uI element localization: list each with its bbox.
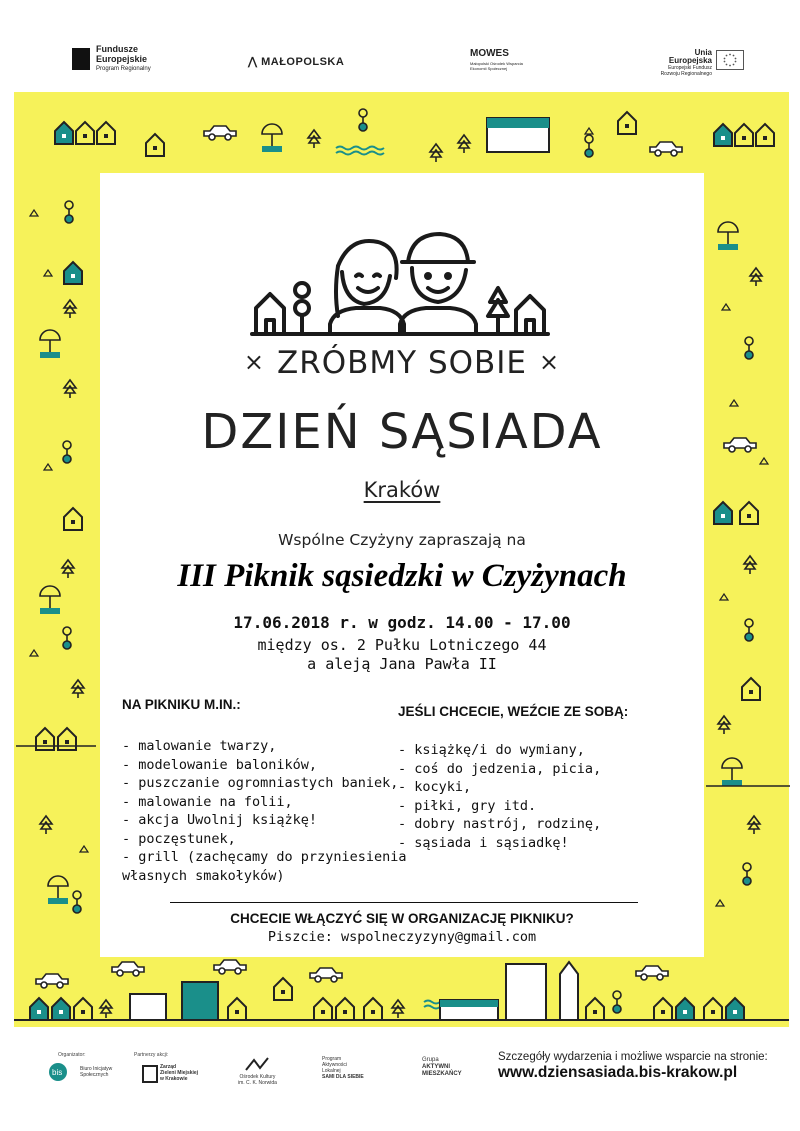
invite-text: Wspólne Czyżyny zapraszają na xyxy=(278,531,526,549)
partner-norwid-line2: im. C. K. Norwida xyxy=(238,1080,277,1086)
bis-logo-icon xyxy=(48,1062,80,1082)
title-marker-right-icon: × xyxy=(539,348,561,376)
eu-sub2: Rozwoju Regionalnego xyxy=(660,71,712,77)
partner-norwid xyxy=(238,1074,277,1086)
malopolska-mark-icon: ⋀ xyxy=(248,56,262,68)
list-item: - coś do jedzenia, picia, xyxy=(398,760,602,777)
eu-title: Unia Europejska xyxy=(668,48,712,65)
partner-zzm xyxy=(160,1064,198,1082)
zzm-logo-icon xyxy=(142,1065,158,1083)
event-place-line1: między os. 2 Pułku Lotniczego 44 xyxy=(257,636,547,654)
divider xyxy=(170,902,638,903)
fundusze-sub: Program Regionalny xyxy=(96,66,151,72)
list-item: - piłki, gry itd. xyxy=(398,797,537,814)
mowes-text: MOWES xyxy=(470,48,509,59)
fundusze-title2: Europejskie xyxy=(96,54,148,64)
list-item: - akcja Uwolnij książkę! xyxy=(122,812,318,828)
norwid-logo-icon xyxy=(244,1056,274,1072)
organizer-label: Organizator: xyxy=(58,1052,86,1058)
title-line2: DZIEŃ SĄSIADA xyxy=(201,404,603,460)
list-item: - poczęstunek, xyxy=(122,830,236,847)
list-item: - sąsiada i sąsiadkę! xyxy=(398,834,569,851)
list-item: - modelowanie baloników, xyxy=(122,756,318,773)
organize-question: CHCECIE WŁĄCZYĆ SIĘ W ORGANIZACJĘ PIKNIKU? xyxy=(230,911,574,926)
malopolska-text: MAŁOPOLSKA xyxy=(261,56,345,68)
partner-sami-line2: Aktywności xyxy=(322,1062,348,1068)
mowes-sub: Małopolski Ośrodek Wsparcia Ekonomii Społecznej xyxy=(470,61,523,71)
list-item: - kocyki, xyxy=(398,779,472,795)
left-column-heading: NA PIKNIKU M.IN.: xyxy=(122,697,241,712)
event-place-line2: a aleją Jana Pawła II xyxy=(307,655,497,673)
eu-sub1: Europejski Fundusz xyxy=(668,65,712,71)
fundusze-title: Fundusze xyxy=(96,44,138,54)
contact-email[interactable]: Piszcie: wspolneczyzyny@gmail.com xyxy=(267,929,537,945)
partner-sami xyxy=(322,1056,364,1080)
list-item: - dobry nastrój, rodzinę, xyxy=(398,816,602,832)
list-item: - książkę/i do wymiany, xyxy=(398,742,585,758)
right-column-heading: JEŚLI CHCECIE, WEŹCIE ZE SOBĄ: xyxy=(398,704,629,719)
event-name: III Piknik sąsiedzki w Czyżynach xyxy=(177,558,627,594)
bring-list xyxy=(398,741,601,852)
neighbours-illustration xyxy=(250,228,550,340)
partners-label: Partnerzy akcji: xyxy=(134,1052,169,1058)
activities-list xyxy=(122,737,406,885)
list-item: - puszczanie ogromniastych baniek, xyxy=(122,775,399,791)
organizer-name: Biuro Inicjatyw Społecznych xyxy=(80,1066,113,1078)
list-item: - grill (zachęcamy do przyniesienia xyxy=(122,849,407,865)
partner-sami-line1: Program xyxy=(322,1056,342,1062)
list-item: własnych smakołyków) xyxy=(122,867,285,884)
partner-aktywni-line2: AKTYWNI xyxy=(422,1064,450,1070)
partner-zzm-line2: Zieleni Miejskiej xyxy=(160,1070,199,1076)
partner-sami-line3: Lokalnej xyxy=(322,1068,341,1074)
list-item: - malowanie twarzy, xyxy=(122,738,277,754)
website-link[interactable]: www.dziensasiada.bis-krakow.pl xyxy=(498,1064,738,1081)
title-line1 xyxy=(100,345,704,381)
partner-aktywni-line3: MIESZKAŃCY xyxy=(422,1071,462,1077)
partner-zzm-line1: Zarząd xyxy=(160,1064,177,1070)
list-item: - malowanie na folii, xyxy=(122,793,293,810)
partner-aktywni xyxy=(422,1057,462,1078)
partner-zzm-line3: w Krakowie xyxy=(160,1076,188,1082)
event-date: 17.06.2018 r. w godz. 14.00 - 17.00 xyxy=(233,613,571,632)
city-name: Kraków xyxy=(363,478,441,502)
svg-text:bis: bis xyxy=(52,1068,63,1077)
partner-norwid-line1: Ośrodek Kultury xyxy=(239,1074,276,1080)
more-info-text: Szczegóły wydarzenia i możliwe wsparcie na stronie: xyxy=(498,1051,768,1063)
partner-aktywni-line1: Grupa xyxy=(422,1057,439,1063)
title-line1-text: ZRÓBMY SOBIE xyxy=(276,345,528,381)
partner-sami-line4: SAMI DLA SIEBIE xyxy=(322,1074,364,1080)
title-marker-left-icon: × xyxy=(243,348,265,376)
